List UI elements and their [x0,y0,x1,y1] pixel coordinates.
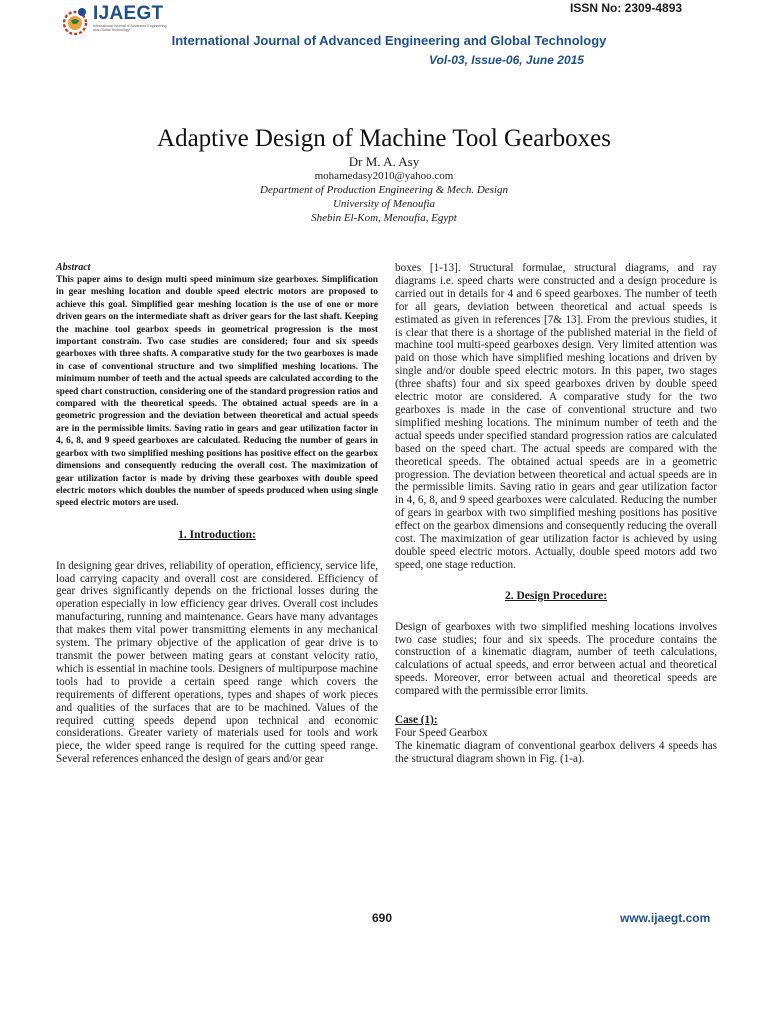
author-location: Shebin El-Kom, Menoufia, Egypt [311,212,457,224]
case1-subheading: Four Speed Gearbox [395,727,488,739]
abstract-text: This paper aims to design multi speed minimum size gearboxes. Simplification in gear meshing location and double speed electric motors are proposed to achieve this goal. Simplified gear meshing location is the use of one or more driven gears on the intermediate shaft as driver gears for the last shaft. Keeping the machine tool gearbox speeds in geometrical progression is the most important constrain. Two case studies are considered; four and six speeds gearboxes with three shafts. A comparative study for the two gearboxes is made in case of conventional structure and two simplified meshing locations. The minimum number of teeth and the actual speeds are calculated according to the speed chart construction, considering one of the standard progression ratios and compared with the theoretical speeds. The obtained actual speeds are in a geometric progression and the deviation between theoretical and actual speeds are in the permissible limits. Saving ratio in gears and gear utilization factor in 4, 6, 8, and 9 speed gearboxes are calculated. Reducing the number of gears in gearbox with two simplified meshing positions has positive effect on the gearbox dimensions and consequently reducing the overall cost. The maximization of gear utilization factor is made by driving these gearboxes with double speed electric motors which doubles the number of speeds produced when using single speed electric motors are used. [56,275,378,509]
issn-number: ISSN No: 2309-4893 [570,1,683,15]
case1-heading: Case (1): [395,714,438,727]
design-procedure-heading: 2. Design Procedure: [504,589,608,602]
case1-text: The kinematic diagram of conventional gearbox delivers 4 speeds has the structural diagram shown in Fig. (1-a). [395,739,717,765]
introduction-heading: 1. Introduction: [178,528,256,541]
volume-issue: Vol-03, Issue-06, June 2015 [429,53,584,67]
author-department: Department of Production Engineering & Mech. Design [260,184,508,196]
introduction-continued-text: boxes [1-13]. Structural formulae, structural diagrams, and ray diagrams i.e. speed charts were constructed and a design procedure is carried out in details for 4 and 6 speed gearboxes. The number of teeth for all gears, deviation between theoretical and actual speeds is estimated as given in references [7& 13]. From the previous studies, it is clear that there is a shortage of the published material in the field of machine tool multi-speed gearboxes design. Very limited attention was paid on those which have simplified meshing locations and driven by single and/or double speed electric motors. In this paper, two stages (three shafts) four and six speed gearboxes driven by double speed electric motor are considered. A comparative study for the two gearboxes is made in the case of conventional structure and two simplified meshing locations. The minimum number of teeth and the actual speeds under specified standard progression ratios are calculated based on the speed chart. The actual speeds are compared with the theoretical speeds. The obtained actual speeds are in a geometric progression. The deviation between theoretical and actual speeds are in the permissible limits. Saving ratio in gears and gear utilization factor in 4, 6, 8, and 9 speed gearboxes were calculated. Reducing the number of gears in gearbox with two simplified meshing positions has positive effect on the gearbox dimensions and consequently reducing the overall cost. The maximization of gear utilization factor is achieved by using double speed electric motors. Actually, double speed motors add two speed, one stage reduction. [395,262,717,571]
design-procedure-text: Design of gearboxes with two simplified meshing locations involves two case studies; four and six speeds. The procedure contains the construction of a kinematic diagram, number of teeth calculations, calculations of actual speeds, and error between actual and theoretical speeds. Moreover, error between actual and theoretical speeds are compared with the permissible error limits. [395,620,717,698]
paper-title: Adaptive Design of Machine Tool Gearboxes [157,125,611,152]
journal-header [0,0,768,80]
left-column [56,262,378,766]
author-email: mohamedasy2010@yahoo.com [314,170,454,182]
paper-title-block [0,124,768,225]
logo-tagline: International Journal of Advanced Engineering and Global Technology [93,24,167,33]
page-number: 690 [372,911,393,925]
journal-website-link[interactable]: www.ijaegt.com [620,911,711,925]
abstract-label: Abstract [56,262,91,273]
logo-name: IJAEGT [93,3,164,24]
author-university: University of Menoufia [332,198,436,210]
right-column [395,262,717,766]
journal-name: International Journal of Advanced Engineering and Global Technology [171,33,607,48]
author-name: Dr M. A. Asy [348,154,420,169]
introduction-text: In designing gear drives, reliability of operation, efficiency, service life, load carrying capacity and overall cost are considered. Efficiency of gear drives significantly depends on the frictional losses during the operation especially in low efficiency gear drives. Overall cost includes manufacturing, running and maintenance. Gears have many advantages that makes them vital power transmitting elements in any mechanical system. The primary objective of the application of gear drive is to transmit the power between mating gears at constant velocity ratio, which is essential in machine tools. Designers of multipurpose machine tools had to provide a certain speed range which covers the requirements of different operations, types and shapes of work pieces and qualities of the surfaces that are to be machined. Values of the required cutting speeds depend upon technical and economic considerations. Greater variety of materials used for tools and work piece, the wider speed range is required for the cutting speed range. Several references enhanced the design of gears and/or gear [56,559,378,766]
